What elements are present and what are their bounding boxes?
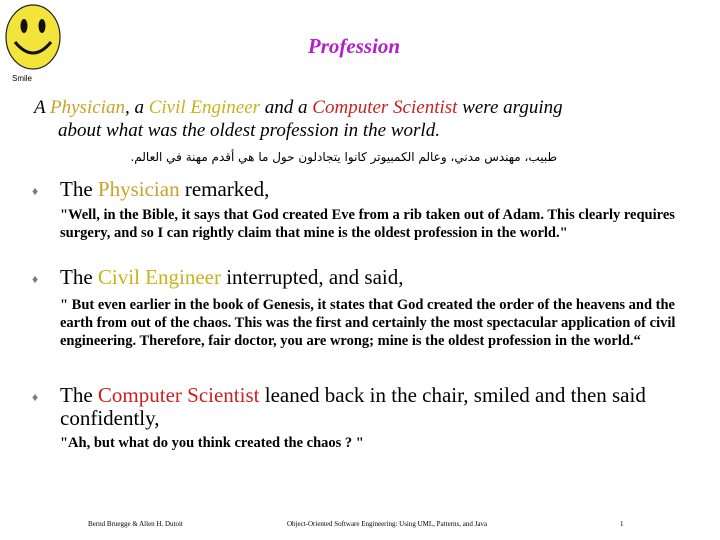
- physician-term: Physician: [50, 97, 125, 118]
- computer-scientist-term: Computer Scientist: [312, 97, 458, 118]
- diamond-bullet-icon: ♦: [32, 390, 39, 404]
- footer-book-title: Object-Oriented Software Engineering: Using UML, Patterns, and Java: [287, 520, 488, 528]
- intro-paragraph: A Physician, a Civil Engineer and a Computer Scientist were arguing about what was the oldest profession in the world.: [34, 96, 674, 142]
- arabic-translation: طبيب، مهندس مدني، وعالم الكمبيوتر كانوا يتجادلون حول ما هي أقدم مهنة في العالم.: [130, 150, 557, 164]
- diamond-bullet-icon: ♦: [32, 272, 39, 286]
- physician-quote: "Well, in the Bible, it says that God created Eve from a rib taken out of Adam. This clearly requires surgery, and so I can rightly claim that mine is the oldest profession in the world.": [60, 207, 675, 241]
- footer-page-number: 1: [620, 520, 624, 528]
- point-civil-heading: The Civil Engineer interrupted, and said,: [60, 265, 404, 289]
- footer-authors: Bernd Bruegge & Allen H. Dutoit: [88, 520, 183, 528]
- point-computer-heading: The Computer Scientist leaned back in the chair, smiled and then said confidently,: [60, 383, 646, 430]
- logo-caption: Smile: [12, 74, 33, 83]
- civil-engineer-quote: " But even earlier in the book of Genesis, it states that God created the order of the heavens and the earth from out of the chaos. This was the first and certainly the most spectacular application of civil engineering. Therefore, fair doctor, you are wrong; mine is the oldest profession in the world.“: [60, 297, 676, 349]
- civil-engineer-term: Civil Engineer: [148, 97, 261, 118]
- point-physician-heading: The Physician remarked,: [60, 177, 270, 201]
- page-title: Profession: [307, 34, 401, 58]
- intro-line-2: about what was the oldest profession in the world.: [58, 120, 440, 141]
- diamond-bullet-icon: ♦: [32, 184, 39, 198]
- computer-scientist-quote: "Ah, but what do you think created the chaos ? ": [60, 435, 364, 451]
